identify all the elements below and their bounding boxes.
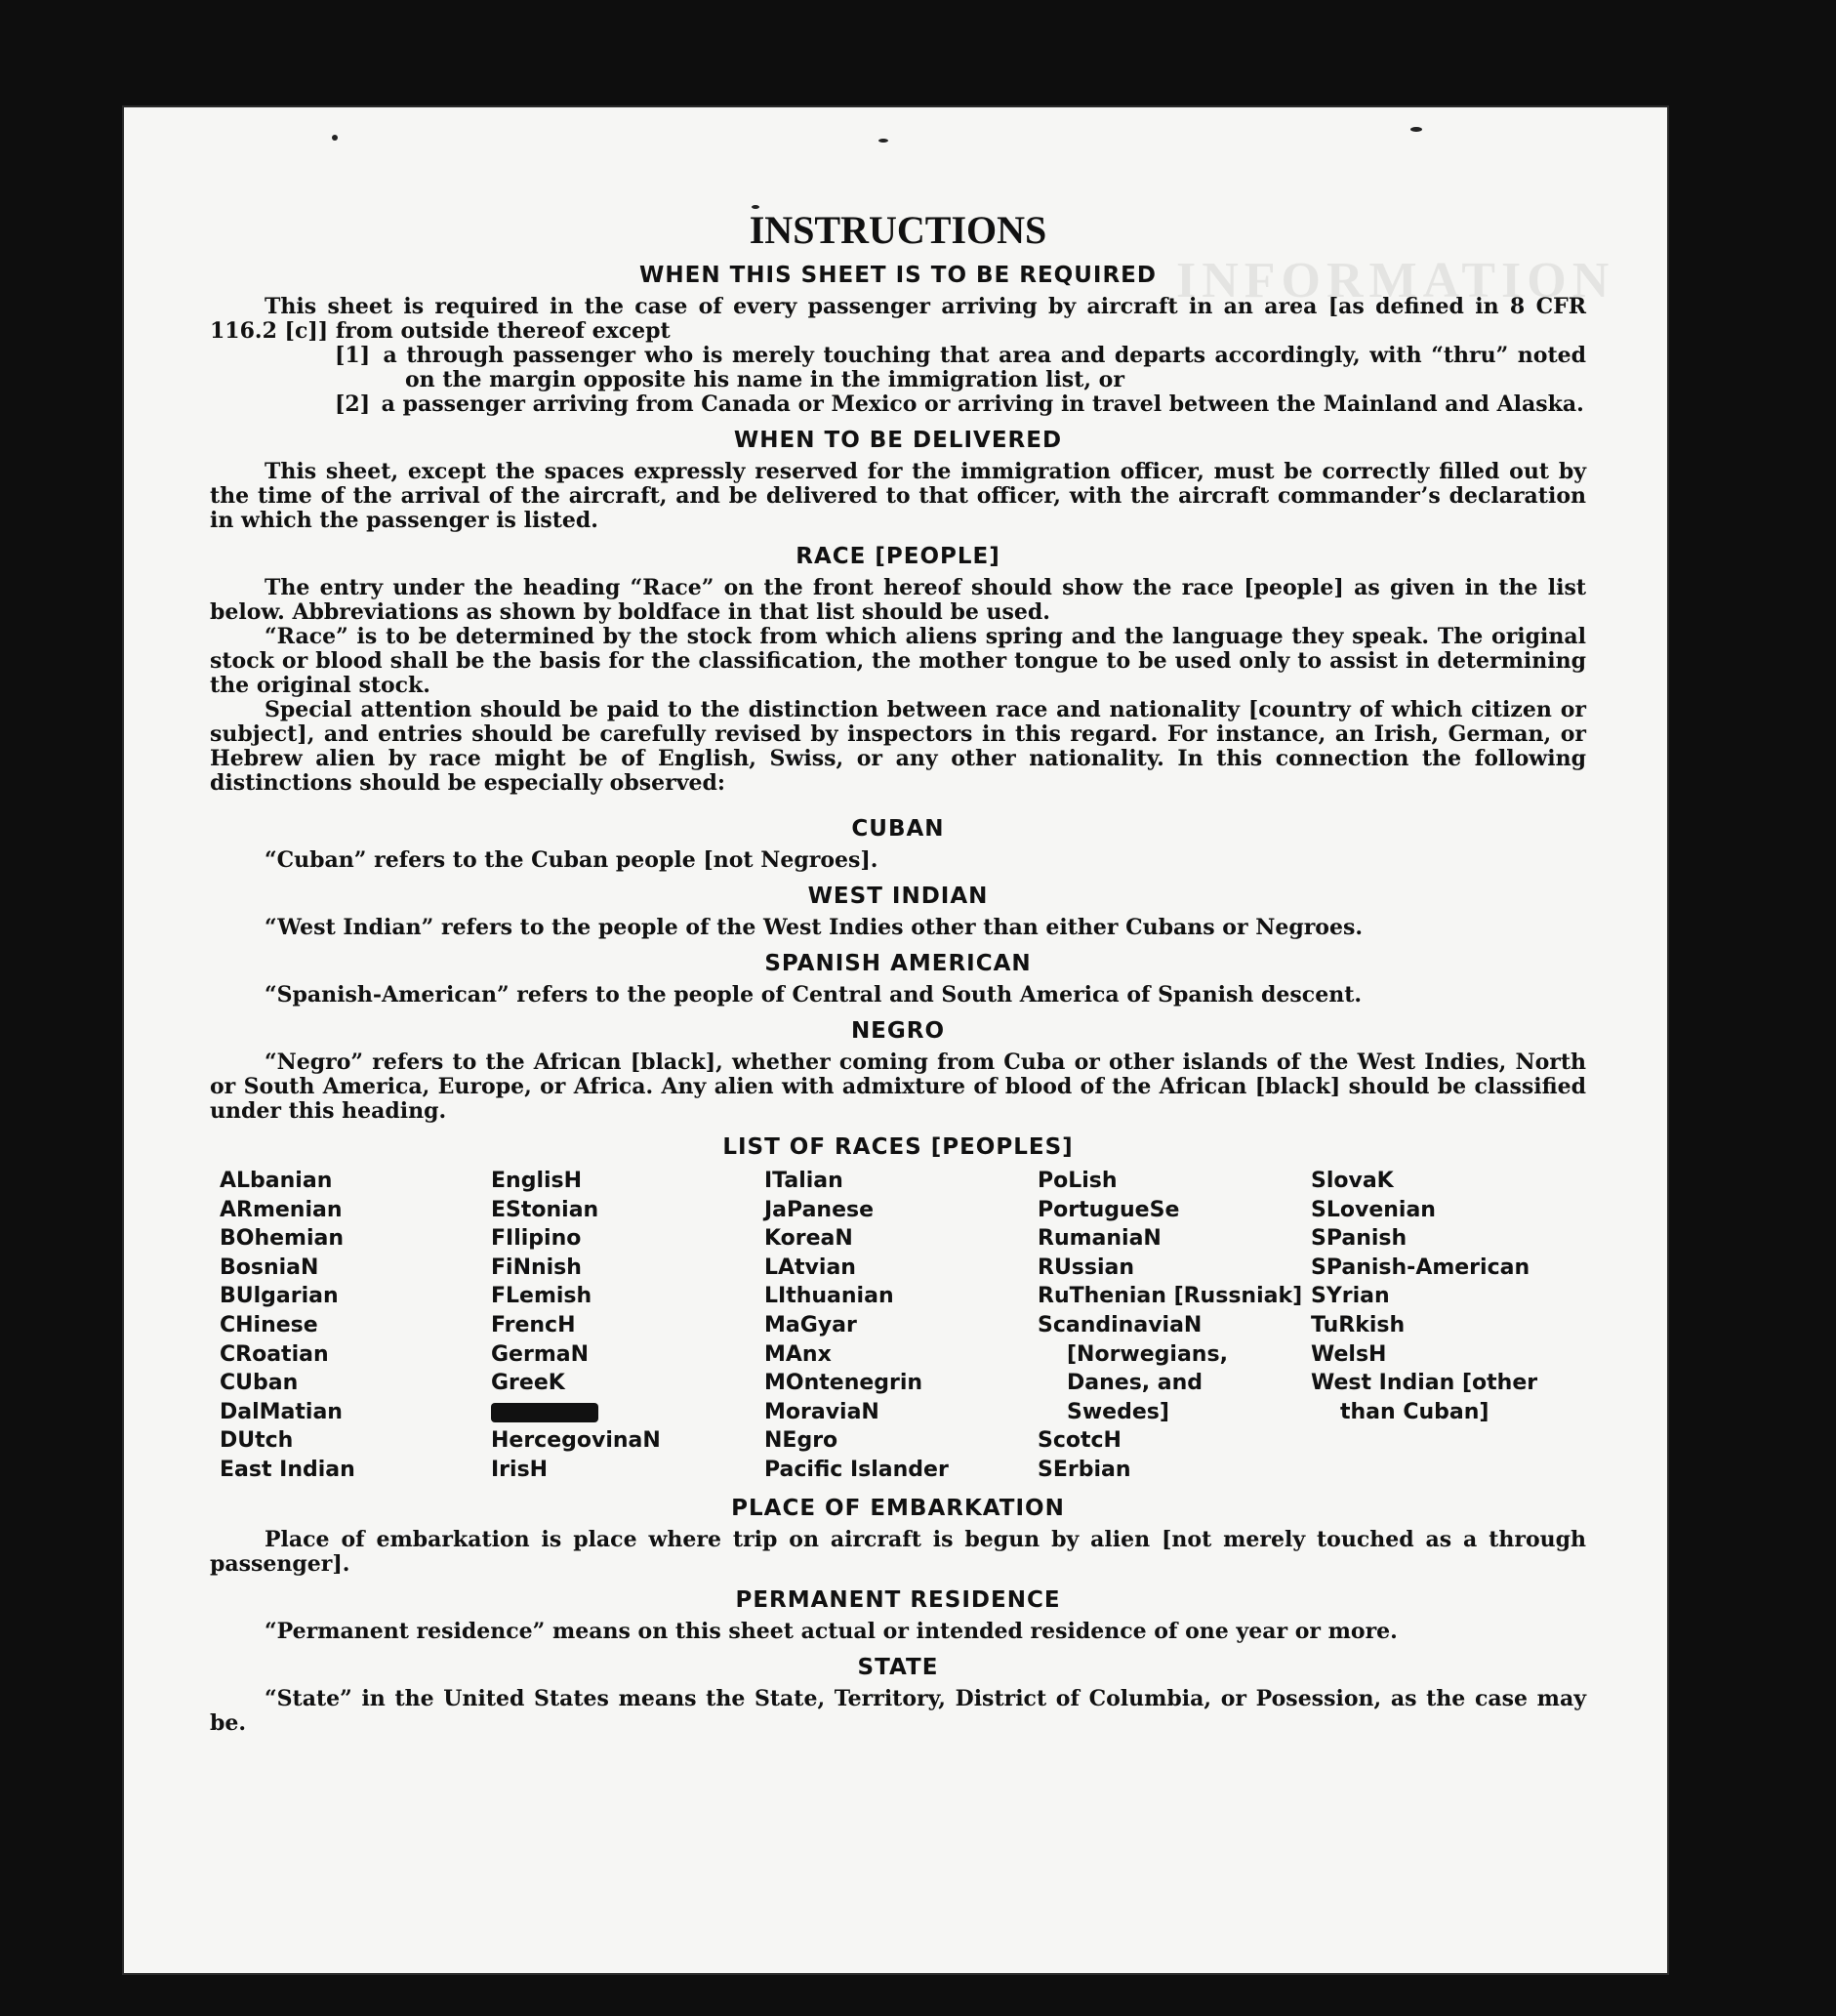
race-item: IrisH bbox=[491, 1457, 549, 1482]
race-item: FrencH bbox=[491, 1312, 576, 1337]
race-item bbox=[491, 1398, 764, 1427]
race-item: PoLish bbox=[1038, 1169, 1118, 1193]
heading-permanent-residence: PERMANENT RESIDENCE bbox=[735, 1586, 1061, 1613]
race-item: MaGyar bbox=[764, 1312, 857, 1337]
race-item: FiNnish bbox=[491, 1255, 582, 1280]
heading-cuban: CUBAN bbox=[851, 816, 945, 842]
race-item: SYrian bbox=[1311, 1284, 1390, 1309]
race-item: BOhemian bbox=[220, 1226, 345, 1252]
race-item: Pacific Islander bbox=[764, 1457, 949, 1482]
races-column bbox=[764, 1167, 1038, 1485]
races-column bbox=[1038, 1167, 1311, 1485]
west-indian-text: “West Indian” refers to the people of the West Indies other than either Cubans or Negroes. bbox=[265, 915, 1364, 940]
race-item: FLemish bbox=[491, 1284, 592, 1309]
race-item: SLovenian bbox=[1311, 1197, 1436, 1222]
race-item: RUssian bbox=[1038, 1255, 1135, 1280]
race-item: RumaniaN bbox=[1038, 1226, 1162, 1252]
exception-number-2: [2] bbox=[335, 391, 371, 417]
race-item: KoreaN bbox=[764, 1226, 853, 1252]
races-column bbox=[220, 1167, 491, 1485]
race-item: LIthuanian bbox=[764, 1284, 894, 1309]
cuban-text: “Cuban” refers to the Cuban people [not Negroes]. bbox=[265, 847, 878, 873]
heading-spanish-american: SPANISH AMERICAN bbox=[764, 951, 1032, 976]
embarkation-text: Place of embarkation is place where trip on aircraft is begun by alien [not merely touched as a through passenger]. bbox=[210, 1526, 1586, 1577]
page-title: INSTRUCTIONS bbox=[749, 208, 1047, 252]
race-item: WelsH bbox=[1311, 1341, 1387, 1367]
race-item: SPanish bbox=[1311, 1226, 1408, 1252]
speck bbox=[1410, 127, 1422, 132]
negro-text: “Negro” refers to the African [black], whether coming from Cuba or other islands of the West Indies, North or South America, Europe, or Africa. Any alien with admixture of blood of the African [black] should be classified under this heading. bbox=[210, 1049, 1586, 1124]
race-item: PortugueSe bbox=[1038, 1197, 1180, 1222]
show-through-text: INFORMATION bbox=[1176, 253, 1615, 309]
redacted-entry bbox=[491, 1403, 598, 1422]
race-item: FIlipino bbox=[491, 1226, 582, 1252]
race-item: East Indian bbox=[220, 1457, 355, 1482]
heading-west-indian: WEST INDIAN bbox=[807, 884, 989, 909]
race-item: ALbanian bbox=[220, 1169, 333, 1193]
heading-embarkation: PLACE OF EMBARKATION bbox=[731, 1495, 1065, 1521]
exception-text-2: a passenger arriving from Canada or Mexico or arriving in travel between the Mainland and Alaska. bbox=[381, 391, 1584, 417]
speck bbox=[878, 139, 888, 143]
race-item: ITalian bbox=[764, 1169, 843, 1193]
race-item: CHinese bbox=[220, 1312, 318, 1337]
race-item: SPanish-American bbox=[1311, 1255, 1530, 1280]
state-text: “State” in the United States means the State, Territory, District of Columbia, or Posession, as the case may be. bbox=[210, 1685, 1586, 1736]
races-list bbox=[210, 1167, 1586, 1485]
race-item: CRoatian bbox=[220, 1341, 329, 1367]
race-paragraph-2: “Race” is to be determined by the stock from which aliens spring and the language they speak. The original stock or blood shall be the basis for the classification, the mother tongue to be used only to assist in determining the original stock. bbox=[210, 624, 1586, 698]
race-item: MOntenegrin bbox=[764, 1371, 923, 1396]
race-item: CUban bbox=[220, 1371, 299, 1396]
race-item: RuThenian [Russniak] bbox=[1038, 1284, 1303, 1309]
race-item: LAtvian bbox=[764, 1255, 856, 1280]
races-column bbox=[1311, 1167, 1584, 1485]
race-item: MAnx bbox=[764, 1341, 832, 1367]
race-item: EStonian bbox=[491, 1197, 599, 1222]
races-column bbox=[491, 1167, 764, 1485]
exception-text-1: a through passenger who is merely touching that area and departs accordingly, with “thru” noted on the margin opposite his name in the immigration list, or bbox=[383, 343, 1586, 392]
permanent-residence-text: “Permanent residence” means on this sheet actual or intended residence of one year or more. bbox=[265, 1618, 1398, 1644]
race-item: HercegovinaN bbox=[491, 1428, 661, 1454]
heading-race: RACE [PEOPLE] bbox=[796, 544, 1000, 569]
race-item: ScandinaviaN [Norwegians, Danes, and Swedes] bbox=[1038, 1312, 1228, 1424]
race-paragraph-1: The entry under the heading “Race” on the front hereof should show the race [people] as given in the list below. Abbreviations as shown by boldface in that list should be used. bbox=[210, 575, 1586, 625]
race-item: DUtch bbox=[220, 1428, 294, 1454]
race-item: BosniaN bbox=[220, 1255, 319, 1280]
race-item: West Indian [other than Cuban] bbox=[1311, 1371, 1538, 1424]
race-item: ScotcH bbox=[1038, 1428, 1122, 1454]
speck bbox=[332, 135, 338, 141]
race-paragraph-3: Special attention should be paid to the distinction between race and nationality [country of which citizen or subject], and entries should be carefully revised by inspectors in this regard. For instance, an Irish, German, or Hebrew alien by race might be of English, Swiss, or any other nationality. In this connection the following distinctions should be especially observed: bbox=[210, 697, 1586, 796]
race-item: NEgro bbox=[764, 1428, 838, 1454]
exception-item-1 bbox=[210, 344, 1586, 392]
spanish-american-text: “Spanish-American” refers to the people of Central and South America of Spanish descent. bbox=[265, 982, 1363, 1008]
heading-negro: NEGRO bbox=[850, 1018, 946, 1044]
exception-item-2 bbox=[210, 392, 1586, 417]
heading-list-of-races: LIST OF RACES [PEOPLES] bbox=[722, 1134, 1074, 1160]
race-item: ARmenian bbox=[220, 1197, 343, 1222]
race-item: GreeK bbox=[491, 1371, 565, 1396]
race-item: JaPanese bbox=[764, 1197, 875, 1222]
exception-number-1: [1] bbox=[335, 343, 371, 368]
race-item: DalMatian bbox=[220, 1399, 343, 1424]
race-item: MoraviaN bbox=[764, 1399, 879, 1424]
race-item: TuRkish bbox=[1311, 1312, 1406, 1337]
heading-state: STATE bbox=[857, 1654, 939, 1680]
race-item: EnglisH bbox=[491, 1169, 583, 1193]
heading-when-required: WHEN THIS SHEET IS TO BE REQUIRED bbox=[639, 263, 1157, 288]
heading-when-delivered: WHEN TO BE DELIVERED bbox=[733, 428, 1063, 453]
race-item: SlovaK bbox=[1311, 1169, 1394, 1193]
race-item: GermaN bbox=[491, 1341, 590, 1367]
when-delivered-text: This sheet, except the spaces expressly reserved for the immigration officer, must be correctly filled out by the time of the arrival of the aircraft, and be delivered to that officer, with the aircraft commander’s declaration in which the passenger is listed. bbox=[210, 459, 1586, 533]
race-item: SErbian bbox=[1038, 1457, 1131, 1482]
when-required-intro: This sheet is required in the case of every passenger arriving by aircraft in an area [as defined in 8 CFR 116.2 [c]] from outside thereof except bbox=[210, 294, 1586, 344]
race-item: BUlgarian bbox=[220, 1284, 339, 1309]
instructions-text bbox=[210, 205, 1586, 1736]
